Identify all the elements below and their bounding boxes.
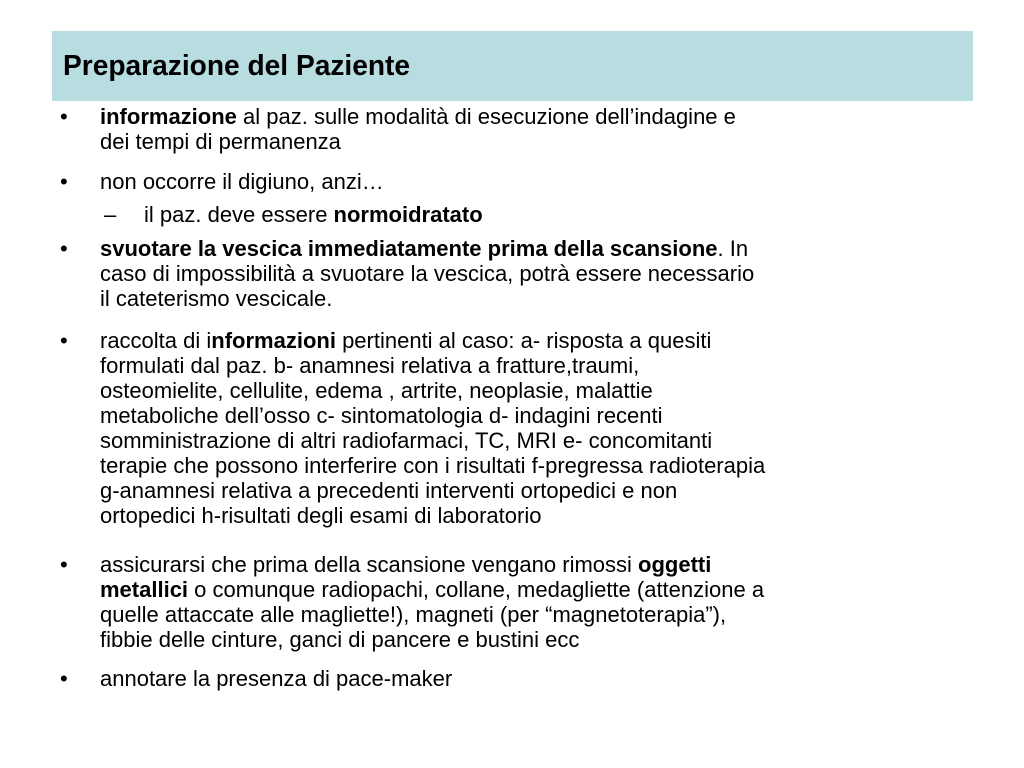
bullet-text: svuotare la vescica immediatamente prima della scansione. In caso di impossibilità a svuotare la vescica, potrà essere necessario il cateterismo vescicale. <box>100 236 755 311</box>
bullet-item <box>52 169 962 194</box>
bold-text: svuotare la vescica immediatamente prima della scansione <box>100 236 718 261</box>
bullet-item <box>52 104 962 154</box>
bullet-text: informazione al paz. sulle modalità di esecuzione dell’indagine e dei tempi di permanenza <box>100 104 736 154</box>
bullet-text: assicurarsi che prima della scansione vengano rimossi oggetti metallici o comunque radiopachi, collane, medagliette (attenzione a quelle attaccate alle magliette!), magneti (per “magnetoterapia”), fibbie delle cinture, ganci di pancere e bustini ecc <box>100 552 765 652</box>
bullet-text: raccolta di informazioni pertinenti al caso: a- risposta a quesiti formulati dal paz. b- anamnesi relativa a fratture,traumi, osteomielite, cellulite, edema , artrite, neoplasie, malattie metaboliche dell’osso c- sintomatologia d- indagini recenti somministrazione di altri radiofarmaci, TC, MRI e- concomitanti terapie che possono interferire con i risultati f-pregressa radioterapia g-anamnesi relativa a precedenti interventi ortopedici e non ortopedici h-risultati degli esami di laboratorio <box>100 328 766 528</box>
sub-bullet-item <box>52 202 964 227</box>
bullet-marker: • <box>60 328 68 353</box>
bold-text: nformazioni <box>211 328 336 353</box>
slide-title: Preparazione del Paziente <box>63 49 411 82</box>
bullet-item <box>52 666 962 691</box>
bullet-marker: • <box>60 666 68 691</box>
bold-text: metallici <box>100 577 189 602</box>
bold-text: informazione <box>100 104 237 129</box>
title-bar <box>52 31 973 101</box>
bullet-text: annotare la presenza di pace-maker <box>100 666 453 691</box>
dash-marker: – <box>104 202 117 227</box>
bullet-item <box>52 328 962 528</box>
bullet-marker: • <box>60 104 68 129</box>
bullet-text: non occorre il digiuno, anzi… <box>100 169 384 194</box>
bullet-item <box>52 236 962 311</box>
bold-text: normoidratato <box>333 202 483 227</box>
bullet-marker: • <box>60 169 68 194</box>
bullet-item <box>52 552 962 652</box>
bullet-marker: • <box>60 552 68 577</box>
bullet-marker: • <box>60 236 68 261</box>
sub-bullet-text: il paz. deve essere normoidratato <box>144 202 483 227</box>
bold-text: oggetti <box>638 552 712 577</box>
